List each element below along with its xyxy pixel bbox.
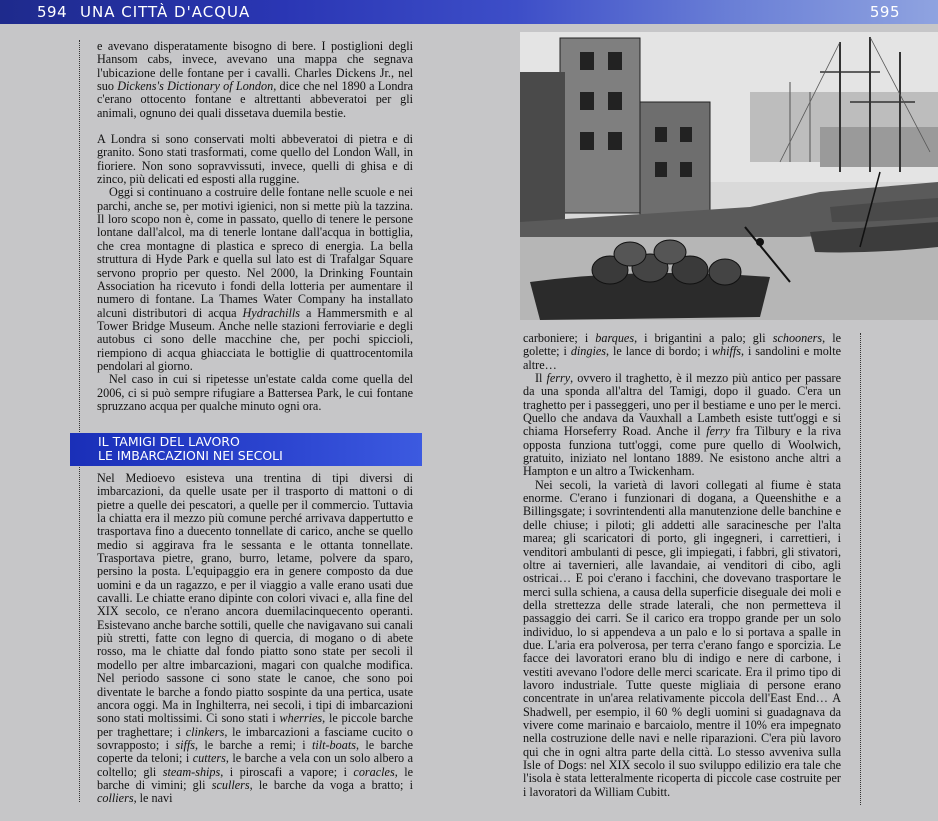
paragraph: A Londra si sono conservati molti abbeveratoi di pietra e di granito. Sono stati trasformati, come quello del London Wall, in fioriere. Non sono sopravvissuti, invece, quelli di ghisa e di zinco, più delicati ed esposti alla ruggine. [97, 132, 413, 187]
thames-dock-engraving [520, 32, 938, 320]
paragraph: Il ferry, ovvero il traghetto, è il mezzo più antico per passare da una sponda all'altra del Tamigi, dopo il guado. C'era un traghetto per i passeggeri, uno per il bestiame e uno per le merci. Quello che andava da Vauxhall a Lambeth esiste tutt'oggi e si chiama Horseferry Road. Anche il ferry fra Tilbury e la riva opposta funziona tutt'oggi, come pure quello di Woolwich, gratuito, iniziato nel lontano 1889. Ne esistono anche altri a Hampton e un altro a Twickenham. [523, 371, 842, 479]
engraving-illustration [520, 32, 938, 320]
section-heading [70, 433, 422, 466]
paragraph: Oggi si continuano a costruire delle fontane nelle scuole e nei parchi, anche se, per motivi igienici, non si mette più la tazzina. Il loro scopo non è, come in passato, quello di tenere le persone lontane dall'alcol, ma di tenerle lontane dall'acqua in bottiglia, che crea montagne di plastica e spreco di energia. La bella struttura di Hyde Park e quella sul lato est di Trafalgar Square servono proprio per questo. Nel 2000, la Drinking Fountain Association ha ricevuto i fondi della lotteria per aumentare il numero di fontane. La Thames Water Company ha installato alcuni distributori di acqua Hydrachills a Hammersmith e al Tower Bridge Museum. Anche nelle stazioni ferroviarie e degli autobus ci sono delle macchine che, per pochi spiccioli, riempiono di acqua ghiacciata le bottiglie di quattrocentomila pendolari al giorno. [97, 185, 414, 373]
right-page-number: 595 [869, 3, 900, 21]
running-title: UNA CITTÀ D'ACQUA [80, 3, 251, 21]
right-column-text [523, 332, 841, 799]
paragraph: Nel Medioevo esisteva una trentina di tipi diversi di imbarcazioni, da quelle usate per il trasporto di mattoni o di pietre a quelle dei pescatori, a quelle per il commercio. Tuttavia la chiatta era il mezzo più comune perché arrivava dappertutto e trasportava fino a duecento tonnellate di carico, anche se quello medio si aggirava fra le sessanta e le ottanta tonnellate. Trasportava pietre, grano, burro, letame, polvere da sparo, persino la posta. L'equipaggio era in genere composto da due uomini e da un ragazzo, e per il viaggio a valle erano usati due cavalli. Le chiatte erano dipinte con colori vivaci e, alla fine del XIX secolo, ce n'erano ancora duemilacinquecento operanti. Esistevano anche barche sottili, quelle che navigavano sui canali più stretti, fatte con legno di quercia, di mogano o di abete rosso, ma le chiatte dal fondo piatto sono state per secoli il modello per altre imbarcazioni, magari con qualche modifica. Nel periodo sassone ci sono state le canoe, che sono poi diventate le barche a fondo piatto sospinte da una pertica, usate ancora oggi. Ma in Inghilterra, nei secoli, i tipi di imbarcazioni sono stati moltissimi. Ci sono stati i wherries, le piccole barche per traghettare; i clinkers, le imbarcazioni a fasciame cucito o sovrapposto; i siffs, le barche a remi; i tilt-boats, le barche coperte da teloni; i cutters, le barche a vela con un solo albero a coltello; gli steam-ships, i piroscafi a vapore; i coracles, le barche di vimini; gli scullers, le barche da voga a bratto; i colliers, le navi [97, 471, 414, 806]
left-page-number: 594 [37, 3, 68, 21]
paragraph: Nel caso in cui si ripetesse un'estate calda come quella del 2006, ci si può sempre rifugiare a Battersea Park, le cui fontane spruzzano acqua per qualche minuto ogni ora. [97, 372, 413, 413]
section-heading-line-1: IL TAMIGI DEL LAVORO [98, 434, 240, 449]
header-bar [0, 0, 938, 24]
left-column-rule [79, 40, 80, 802]
left-column-top-text [97, 40, 413, 413]
right-column-rule [860, 333, 861, 805]
paragraph: Nei secoli, la varietà di lavori collegati al fiume è stata enorme. C'erano i funzionari di dogana, a Queenshithe e a Billingsgate; i sovrintendenti alla manutenzione delle banchine e delle chiuse; i piloti; gli addetti alle saracinesche per l'alta marea; gli scaricatori di porto, gli ingegneri, i carrettieri, i venditori ambulanti di pesce, gli impiegati, i fabbri, gli stivatori, oltre ai tavernieri, alle lavandaie, ai venditori di cibo, agli ostricai… E poi c'erano i facchini, che dovevano trasportare le merci sulla schiena, a causa della superficie diseguale dei moli e della strettezza delle strade laterali, che non permetteva il passaggio dei carri. Se il carico era troppo grande per un solo individuo, lo si appendeva a un palo e lo si portava a spalle in due. L'aria era polverosa, per terra c'erano fango e sporcizia. Le facce dei lavoratori erano blu di indigo e nere di carbone, i vestiti avevano l'odore delle merci scaricate. Era il primo tipo di lavoro industriale. Tutte queste migliaia di persone erano concentrate in un'area relativamente piccola dell'East End… A Shadwell, per esempio, il 60 % degli uomini si guadagnava da vivere come marinaio e barcaiolo, mentre il 10% era impegnato nella costruzione delle navi e nelle riparazioni. C'era più lavoro qui che in ogni altra parte della città. Lo stesso avveniva sulla Isle of Dogs: nel XIX secolo il suo sviluppo edilizio era tale che l'isola è stata letteralmente ricoperta di piccole case costruite per i lavoratori da William Cubitt. [523, 477, 841, 799]
paragraph: carboniere; i barques, i brigantini a palo; gli schooners, le golette; i dingies, le lance di bordo; i whiffs, i sandolini e molte altre… [523, 331, 842, 372]
left-column-bottom-text [97, 472, 413, 806]
section-heading-line-2: LE IMBARCAZIONI NEI SECOLI [98, 448, 283, 463]
paragraph: e avevano disperatamente bisogno di bere. I postiglioni degli Hansom cabs, invece, avevano una mappa che segnava l'ubicazione delle fontane per i cavalli. Charles Dickens Jr., nel suo Dickens's Dictionary of London, dice che nel 1890 a Londra c'erano ottocento fontane e altrettanti abbeveratoi per gli animali, ognuno dei quali dissetava duemila bestie. [97, 39, 413, 120]
